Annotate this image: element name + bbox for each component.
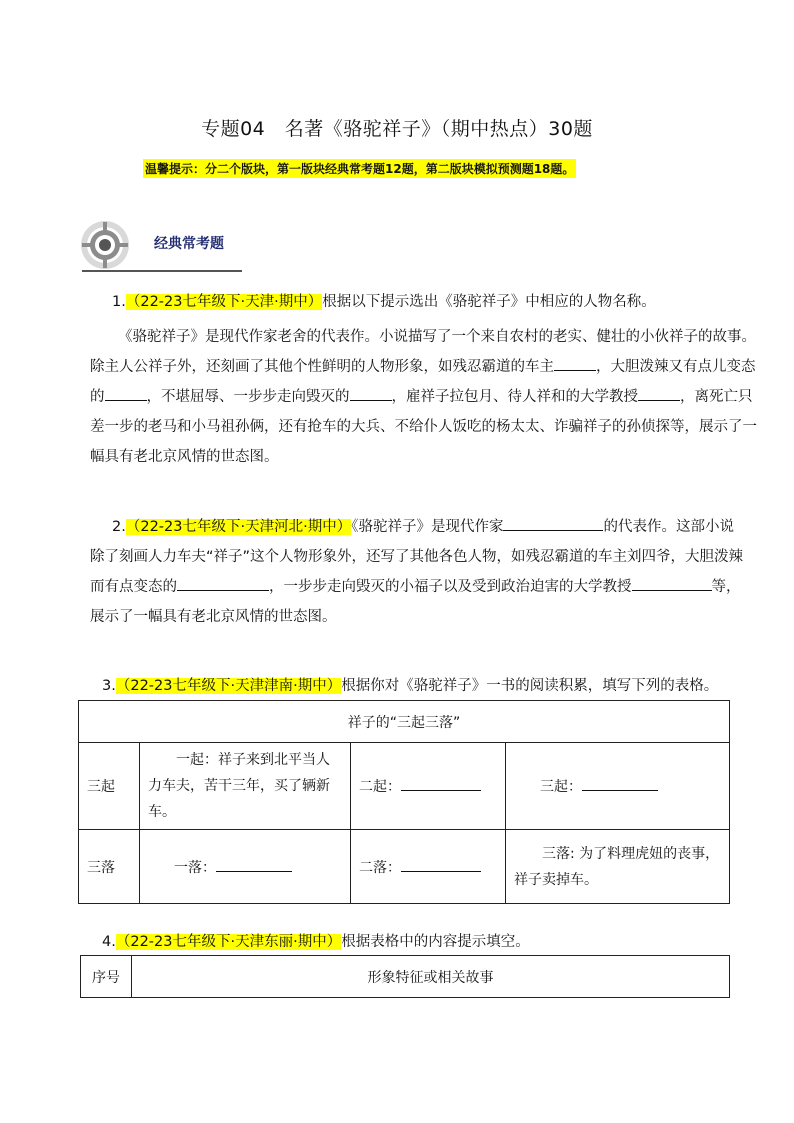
q3-row2-label: 三落	[79, 830, 140, 904]
section-title: 经典常考题	[154, 236, 224, 252]
q1-line-2: 除主人公祥子外，还刻画了其他个性鲜明的人物形象，如残忍霸道的车主 ，大胆泼辣又有点儿变态	[90, 352, 740, 382]
q3-row1-cell3: 三起：	[506, 743, 730, 830]
q2-line-1: 2.（22-23七年级下·天津河北·期中）《骆驼祥子》是现代作家 的代表作。这部小说	[90, 512, 740, 542]
q1-body	[90, 322, 757, 472]
q4-col-number: 序号	[81, 956, 132, 998]
q3-blank-second-fall[interactable]	[401, 857, 481, 872]
q1-line-1: 《骆驼祥子》是现代作家老舍的代表作。小说描写了一个来自农村的老实、健壮的小伙祥子的故事。	[118, 329, 756, 345]
q3-row2-cell2: 二落：	[351, 830, 506, 904]
q1-blank-2[interactable]	[105, 386, 147, 401]
q3-row2-cell1: 一落：	[140, 830, 351, 904]
q2-line-3: 而有点变态的 ，一步步走向毁灭的小福子以及受到政治迫害的大学教授 等，	[90, 572, 740, 602]
q3-table	[78, 700, 730, 904]
question-1	[112, 287, 752, 317]
q3-source: （22-23七年级下·天津津南·期中）	[115, 678, 342, 694]
q1-number: 1.	[112, 294, 126, 310]
q4-table	[80, 955, 730, 998]
q2-blank-1[interactable]	[503, 516, 603, 531]
q3-row2-cell3: 三落: 为了料理虎妞的丧事，祥子卖掉车。	[506, 830, 730, 904]
q4-col-description: 形象特征或相关故事	[132, 956, 730, 998]
q2-line-4: 展示了一幅具有老北京风情的世态图。	[90, 609, 337, 625]
q3-prompt: 根据你对《骆驼祥子》一书的阅读积累，填写下列的表格。	[341, 678, 719, 694]
q4-number: 4.	[102, 934, 116, 950]
q1-blank-3[interactable]	[350, 386, 392, 401]
q2-line-2: 除了刻画人力车夫“祥子”这个人物形象外，还写了其他各色人物，如残忍霸道的车主刘四爷，大胆泼辣	[90, 549, 744, 565]
q3-row1-cell1: 一起：祥子来到北平当人力车夫，苦干三年，买了辆新车。	[140, 743, 351, 830]
q1-blank-1[interactable]	[554, 356, 596, 371]
q3-blank-first-fall[interactable]	[216, 857, 292, 872]
q3-blank-third-rise[interactable]	[582, 776, 658, 791]
q1-line-3: 的 ，不堪屈辱、一步步走向毁灭的 ，雇祥子拉包月、待人祥和的大学教授 ，离死亡只	[90, 382, 740, 412]
q3-table-header: 祥子的“三起三落”	[79, 701, 730, 743]
q3-number: 3.	[102, 678, 116, 694]
q1-blank-4[interactable]	[638, 386, 680, 401]
page-title: 专题04 名著《骆驼祥子》（期中热点）30题	[201, 118, 593, 140]
q4-prompt: 根据表格中的内容提示填空。	[341, 934, 530, 950]
q1-prompt: 根据以下提示选出《骆驼祥子》中相应的人物名称。	[322, 294, 656, 310]
tip-banner: 温馨提示：分二个版块，第一版块经典常考题12题，第二版块模拟预测题18题。	[143, 159, 576, 178]
q2-number: 2.	[112, 519, 126, 535]
q2-blank-3[interactable]	[632, 576, 712, 591]
q2-blank-2[interactable]	[177, 576, 269, 591]
target-icon	[80, 220, 130, 270]
q1-source: （22-23七年级下·天津·期中）	[125, 294, 323, 310]
section-divider	[82, 270, 242, 272]
question-3	[102, 671, 742, 701]
q1-line-5: 幅具有老北京风情的世态图。	[90, 449, 279, 465]
q1-line-4: 差一步的老马和小马祖孙俩，还有抢车的大兵、不给仆人饭吃的杨太太、诈骗祥子的孙侦探等，展示了一	[90, 419, 757, 435]
q3-row1-label: 三起	[79, 743, 140, 830]
q3-blank-second-rise[interactable]	[401, 776, 481, 791]
q2-source: （22-23七年级下·天津河北·期中）	[125, 519, 352, 535]
q3-row1-cell2: 二起：	[351, 743, 506, 830]
q4-source: （22-23七年级下·天津东丽·期中）	[115, 934, 342, 950]
question-4	[102, 927, 742, 957]
question-2	[90, 512, 744, 632]
